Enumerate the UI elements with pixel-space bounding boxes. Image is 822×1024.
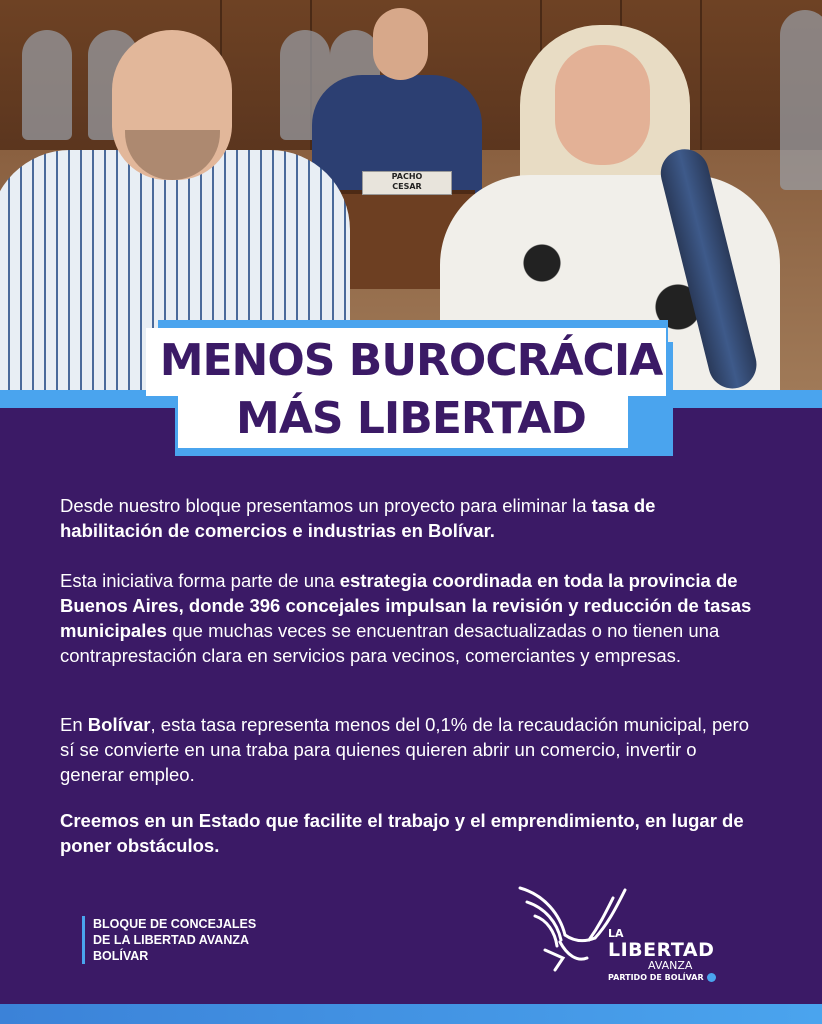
paragraph-4-bold: Creemos en un Estado que facilite el trabajo y el emprendimiento, en lugar de poner obstáculos. xyxy=(60,810,744,856)
paragraph-3-bold: Bolívar xyxy=(87,714,151,735)
paragraph-1 xyxy=(60,493,760,543)
paragraph-1-bold: tasa de habilitación de comercios e industrias en Bolívar. xyxy=(60,495,656,541)
background-person xyxy=(22,30,72,140)
paragraph-3-text: En xyxy=(60,714,88,735)
logo-partido-label: PARTIDO DE BOLÍVAR xyxy=(608,973,704,982)
footer-line3: BOLÍVAR xyxy=(93,949,149,963)
logo-libertad: LIBERTAD xyxy=(608,939,715,961)
paragraph-2-text: Esta iniciativa forma parte de una xyxy=(60,570,340,591)
paragraph-4 xyxy=(60,808,760,858)
footer-bloque-label xyxy=(82,916,256,964)
nameplate-line2: CESAR xyxy=(392,182,422,191)
paragraph-2-bold: estrategia coordinada en toda la provincia de Buenos Aires, donde 396 concejales impulsan la revisión y reducción de tasas municipales xyxy=(60,570,752,641)
logo-partido xyxy=(608,972,716,984)
headline-line1: MENOS BUROCRÁCIA xyxy=(159,335,663,386)
footer-line2: DE LA LIBERTAD AVANZA xyxy=(93,933,250,947)
bottom-accent-bar xyxy=(0,1004,822,1024)
man-center-head xyxy=(373,8,428,80)
footer-line1: BLOQUE DE CONCEJALES xyxy=(93,917,257,931)
logo-la: LA xyxy=(608,927,624,940)
background-person xyxy=(780,10,822,190)
nameplate xyxy=(362,171,452,195)
logo-avanza: AVANZA xyxy=(648,959,693,972)
paragraph-1-text: Desde nuestro bloque presentamos un proyecto para eliminar la xyxy=(60,495,592,516)
verified-icon xyxy=(707,973,716,982)
woman-face xyxy=(555,45,650,165)
headline-line2: MÁS LIBERTAD xyxy=(236,393,586,444)
paragraph-2-text-end: que muchas veces se encuentran desactualizadas o no tienen una contraprestación clara en servicios para vecinos, comerciantes y empresas. xyxy=(60,620,720,666)
party-logo-text xyxy=(608,928,716,984)
paragraph-3-text-end: , esta tasa representa menos del 0,1% de la recaudación municipal, pero sí se convierte en una traba para quienes quieren abrir un comercio, invertir o generar empleo. xyxy=(60,714,750,785)
paragraph-3 xyxy=(60,712,760,787)
paragraph-2 xyxy=(60,568,760,668)
nameplate-line1: PACHO xyxy=(391,172,423,181)
